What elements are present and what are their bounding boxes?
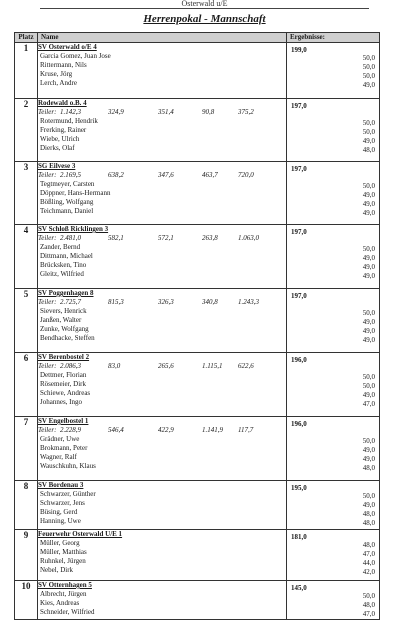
team-name: SG Eilvese 3 xyxy=(38,162,76,170)
teiler-line xyxy=(38,298,286,307)
member-name: Gleitz, Wilfried xyxy=(40,270,84,278)
member-name: Rotermund, Hendrik xyxy=(40,117,98,125)
member-score: 50,0 xyxy=(362,182,375,190)
member-score: 49,0 xyxy=(362,254,375,262)
member-name: Ruhnkel, Jürgen xyxy=(40,557,86,565)
team-entry xyxy=(38,99,287,162)
member-name: Müller, Matthias xyxy=(40,548,87,556)
result-entry xyxy=(287,99,380,162)
place-number: 10 xyxy=(15,581,38,620)
member-score: 44,0 xyxy=(362,559,375,567)
team-entry xyxy=(38,481,287,530)
team-row xyxy=(15,225,380,289)
member-name: Kies, Andreas xyxy=(40,599,80,607)
member-score: 50,0 xyxy=(362,592,375,600)
member-score: 50,0 xyxy=(362,382,375,390)
team-name: Rodewald o.B. 4 xyxy=(38,99,87,107)
result-entry xyxy=(287,417,380,481)
member-name: Kruse, Jörg xyxy=(40,70,73,78)
teiler-value: 83,0 xyxy=(108,362,121,370)
teiler-value: 265,6 xyxy=(158,362,174,370)
member-name: Bößling, Wolfgang xyxy=(40,198,94,206)
teiler-value: 2.725,7 xyxy=(60,298,81,306)
results-body xyxy=(15,43,380,620)
team-name: SV Bordenau 3 xyxy=(38,481,84,489)
member-score: 49,0 xyxy=(362,318,375,326)
member-score: 49,0 xyxy=(362,137,375,145)
member-name: Rittermann, Nils xyxy=(40,61,87,69)
team-row xyxy=(15,530,380,581)
table-header-row xyxy=(15,33,380,43)
column-header-results: Ergebnisse: xyxy=(287,33,380,43)
teiler-value: 263,8 xyxy=(202,234,218,242)
teiler-value: 463,7 xyxy=(202,171,218,179)
teiler-value: 90,8 xyxy=(202,108,215,116)
teiler-label: Teiler: xyxy=(38,234,57,242)
teiler-value: 815,3 xyxy=(108,298,124,306)
team-row xyxy=(15,99,380,162)
teiler-label: Teiler: xyxy=(38,298,57,306)
teiler-label: Teiler: xyxy=(38,362,57,370)
teiler-value: 622,6 xyxy=(238,362,254,370)
member-name: Büsing, Gerd xyxy=(40,508,78,516)
member-score: 49,0 xyxy=(362,263,375,271)
team-name: Feuerwehr Osterwald U/E 1 xyxy=(38,530,123,538)
member-score: 49,0 xyxy=(362,209,375,217)
team-entry xyxy=(38,530,287,581)
column-header-place: Platz xyxy=(15,33,38,43)
member-name: Grädner, Uwe xyxy=(40,435,80,443)
place-number: 3 xyxy=(15,162,38,225)
member-score: 48,0 xyxy=(362,601,375,609)
place-number: 9 xyxy=(15,530,38,581)
team-name: SV Berenbostel 2 xyxy=(38,353,90,361)
teiler-value: 117,7 xyxy=(238,426,254,434)
teiler-line xyxy=(38,426,286,435)
teiler-value: 1.063,0 xyxy=(238,234,259,242)
member-score: 50,0 xyxy=(362,128,375,136)
member-score: 49,0 xyxy=(362,501,375,509)
member-score: 50,0 xyxy=(362,63,375,71)
team-row xyxy=(15,417,380,481)
team-total: 197,0 xyxy=(291,102,307,110)
teiler-value: 2.169,5 xyxy=(60,171,81,179)
member-score: 50,0 xyxy=(362,119,375,127)
page-header: Osterwald u/E xyxy=(181,0,228,8)
teiler-value: 422,9 xyxy=(158,426,174,434)
place-number: 8 xyxy=(15,481,38,530)
team-entry xyxy=(38,289,287,353)
member-name: Dierks, Olaf xyxy=(40,144,75,152)
team-row xyxy=(15,353,380,417)
teiler-value: 582,1 xyxy=(108,234,124,242)
teiler-value: 2.228,9 xyxy=(60,426,81,434)
column-header-name: Name xyxy=(38,33,287,43)
team-name: SV Poggenhagen 8 xyxy=(38,289,94,297)
header-rule xyxy=(40,8,369,9)
result-entry xyxy=(287,162,380,225)
team-total: 197,0 xyxy=(291,228,307,236)
member-score: 47,0 xyxy=(362,550,375,558)
team-name: SV Osterwald o/E 4 xyxy=(38,43,97,51)
team-row xyxy=(15,289,380,353)
member-name: Rösemeier, Dirk xyxy=(40,380,86,388)
result-entry xyxy=(287,225,380,289)
place-number: 6 xyxy=(15,353,38,417)
team-entry xyxy=(38,225,287,289)
teiler-value: 2.481,0 xyxy=(60,234,81,242)
teiler-line xyxy=(38,108,286,117)
place-number: 5 xyxy=(15,289,38,353)
member-name: Schiewe, Andreas xyxy=(40,389,91,397)
team-row xyxy=(15,162,380,225)
team-row xyxy=(15,43,380,99)
member-name: Dettmer, Florian xyxy=(40,371,87,379)
team-total: 196,0 xyxy=(291,356,307,364)
member-name: Teichmann, Daniel xyxy=(40,207,94,215)
teiler-value: 1.142,3 xyxy=(60,108,81,116)
place-number: 2 xyxy=(15,99,38,162)
team-total: 197,0 xyxy=(291,292,307,300)
member-score: 48,0 xyxy=(362,519,375,527)
team-row xyxy=(15,581,380,620)
result-entry xyxy=(287,530,380,581)
member-name: Janßen, Walter xyxy=(40,316,82,324)
member-score: 48,0 xyxy=(362,464,375,472)
member-score: 49,0 xyxy=(362,81,375,89)
member-score: 50,0 xyxy=(362,373,375,381)
member-name: Zunke, Wolfgang xyxy=(40,325,89,333)
result-entry xyxy=(287,289,380,353)
result-entry xyxy=(287,481,380,530)
results-table xyxy=(14,32,380,620)
member-name: Wauschkuhn, Klaus xyxy=(40,462,96,470)
team-entry xyxy=(38,581,287,620)
team-row xyxy=(15,481,380,530)
teiler-value: 351,4 xyxy=(158,108,174,116)
member-name: Wagner, Ralf xyxy=(40,453,77,461)
member-name: Hanning, Uwe xyxy=(40,517,81,525)
teiler-value: 1.115,1 xyxy=(202,362,223,370)
member-score: 48,0 xyxy=(362,146,375,154)
member-name: Garcia Gomez, Juan Jose xyxy=(40,52,111,60)
teiler-value: 1.243,3 xyxy=(238,298,259,306)
member-name: Brücksken, Tino xyxy=(40,261,87,269)
teiler-line xyxy=(38,171,286,180)
member-score: 49,0 xyxy=(362,200,375,208)
teiler-label: Teiler: xyxy=(38,426,57,434)
teiler-line xyxy=(38,234,286,243)
team-entry xyxy=(38,353,287,417)
member-name: Müller, Georg xyxy=(40,539,80,547)
team-entry xyxy=(38,162,287,225)
member-name: Schwarzer, Jens xyxy=(40,499,85,507)
result-entry xyxy=(287,43,380,99)
member-name: Döppner, Hans-Hermann xyxy=(40,189,111,197)
teiler-value: 375,2 xyxy=(238,108,254,116)
teiler-value: 2.086,3 xyxy=(60,362,81,370)
teiler-value: 546,4 xyxy=(108,426,124,434)
member-score: 48,0 xyxy=(362,510,375,518)
member-score: 47,0 xyxy=(362,400,375,408)
member-name: Sievers, Henrick xyxy=(40,307,87,315)
team-total: 195,0 xyxy=(291,484,307,492)
page-title: Herrenpokal - Mannschaft xyxy=(143,13,266,25)
member-score: 50,0 xyxy=(362,72,375,80)
member-score: 49,0 xyxy=(362,272,375,280)
team-total: 199,0 xyxy=(291,46,307,54)
teiler-line xyxy=(38,362,286,371)
member-score: 49,0 xyxy=(362,391,375,399)
member-score: 49,0 xyxy=(362,191,375,199)
member-score: 48,0 xyxy=(362,541,375,549)
member-score: 50,0 xyxy=(362,309,375,317)
team-name: SV Engelbostel 1 xyxy=(38,417,89,425)
member-name: Wiebe, Ulrich xyxy=(40,135,80,143)
member-name: Lerch, Andre xyxy=(40,79,77,87)
teiler-value: 720,0 xyxy=(238,171,254,179)
member-name: Albrecht, Jürgen xyxy=(40,590,87,598)
member-score: 49,0 xyxy=(362,327,375,335)
member-name: Johannes, Ingo xyxy=(40,398,82,406)
member-score: 49,0 xyxy=(362,446,375,454)
team-total: 145,0 xyxy=(291,584,307,592)
teiler-value: 572,1 xyxy=(158,234,174,242)
member-score: 47,0 xyxy=(362,610,375,618)
member-name: Nebel, Dirk xyxy=(40,566,74,574)
member-name: Dittmann, Michael xyxy=(40,252,93,260)
member-score: 50,0 xyxy=(362,54,375,62)
member-score: 50,0 xyxy=(362,492,375,500)
member-name: Bendhacke, Steffen xyxy=(40,334,95,342)
place-number: 4 xyxy=(15,225,38,289)
team-total: 196,0 xyxy=(291,420,307,428)
place-number: 7 xyxy=(15,417,38,481)
member-name: Schneider, Wilfried xyxy=(40,608,95,616)
member-name: Tegtmeyer, Carsten xyxy=(40,180,95,188)
teiler-value: 340,8 xyxy=(202,298,218,306)
team-entry xyxy=(38,417,287,481)
member-score: 50,0 xyxy=(362,245,375,253)
member-score: 42,0 xyxy=(362,568,375,576)
result-entry xyxy=(287,581,380,620)
teiler-value: 347,6 xyxy=(158,171,174,179)
team-total: 197,0 xyxy=(291,165,307,173)
teiler-value: 324,9 xyxy=(108,108,124,116)
member-score: 49,0 xyxy=(362,455,375,463)
teiler-value: 326,3 xyxy=(158,298,174,306)
teiler-value: 638,2 xyxy=(108,171,124,179)
member-name: Brokmann, Peter xyxy=(40,444,88,452)
teiler-value: 1.141,9 xyxy=(202,426,223,434)
teiler-label: Teiler: xyxy=(38,171,57,179)
member-score: 50,0 xyxy=(362,437,375,445)
member-score: 49,0 xyxy=(362,336,375,344)
member-name: Zander, Bernd xyxy=(40,243,81,251)
place-number: 1 xyxy=(15,43,38,99)
team-name: SV Otternhagen 5 xyxy=(38,581,92,589)
result-entry xyxy=(287,353,380,417)
team-entry xyxy=(38,43,287,99)
team-total: 181,0 xyxy=(291,533,307,541)
team-name: SV Schloß Ricklingen 3 xyxy=(38,225,109,233)
member-name: Frerking, Rainer xyxy=(40,126,87,134)
member-name: Schwarzer, Günther xyxy=(40,490,96,498)
teiler-label: Teiler: xyxy=(38,108,57,116)
